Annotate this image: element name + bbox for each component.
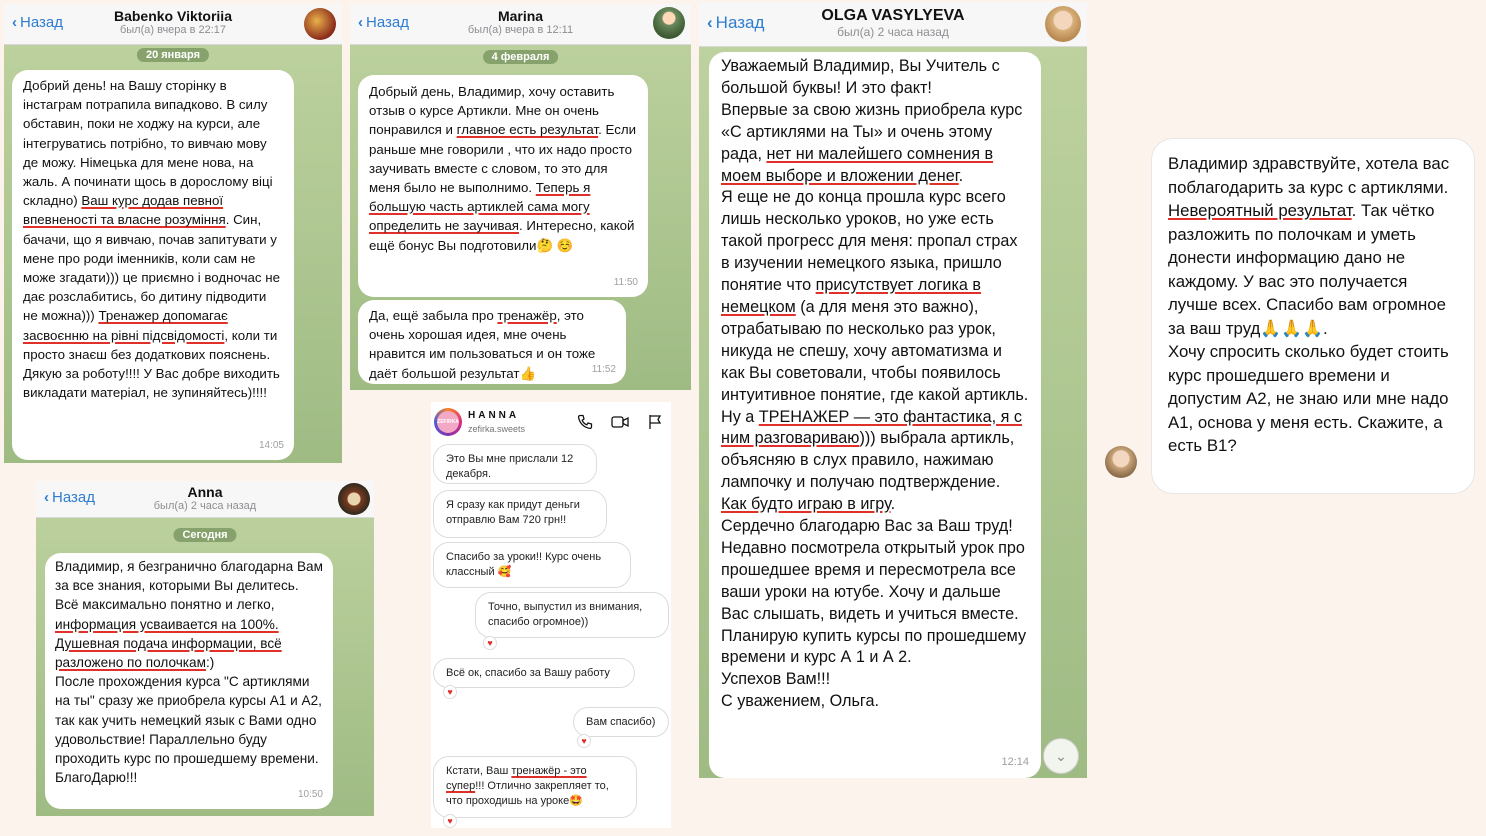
text-part: . Я еще не до конца прошла курс всего лишь несколько уроков, но уже есть такой прогресс для меня: пропал страх в изучении немецкого языка, пришло понятие что: [721, 166, 1018, 295]
flag-icon[interactable]: [648, 414, 662, 430]
text-part: Добрий день! на Вашу сторінку в інстаграм потрапила випадково. В силу обставин, поки не ходжу на курси, але інтегруватись потрібно, то вивчаю мову де можу. Німецька для мене нова, на жаль. А починати щось в дорослому віці складно): [23, 78, 273, 209]
highlight-text: информация усваивается на 100%. Душевная подача информации, всё разложено по полочкам: [55, 616, 282, 671]
message-bubble: [12, 70, 294, 460]
message-text: Я сразу как придут деньги отправлю Вам 720 грн!!: [446, 499, 580, 526]
message-text: [55, 559, 323, 785]
highlight-text: Ваш курс додав певної впевненості та власне розуміння: [23, 193, 226, 228]
chat-marina: [350, 4, 691, 390]
chat-olga: [699, 2, 1087, 778]
chat-header: [4, 4, 342, 45]
message-text: [446, 765, 609, 807]
text-part: Кстати, Ваш: [446, 765, 512, 777]
contact-handle: zefirka.sweets: [468, 424, 526, 434]
message-time: 10:50: [297, 788, 323, 800]
chat-header: [36, 481, 374, 518]
contact-name: HANNA: [468, 410, 520, 421]
text-part: Владимир, я безгранично благодарна Вам за все знания, которыми Вы делитесь. Всё максимально понятно и легко,: [55, 559, 323, 613]
date-chip: 4 февраля: [483, 50, 559, 64]
back-label: Назад: [52, 489, 95, 506]
avatar[interactable]: [304, 8, 336, 40]
highlight-text: главное есть результат: [456, 122, 599, 138]
chevron-left-icon: ‹: [44, 489, 49, 506]
chat-viktoriia: [4, 4, 342, 463]
back-label: Назад: [20, 14, 63, 31]
avatar[interactable]: [653, 7, 685, 39]
message-time: 14:05: [258, 439, 284, 451]
phone-icon[interactable]: [577, 414, 593, 430]
text-part: . Сердечно благодарю Вас за Ваш труд! Недавно посмотрела открытый урок про прошедшее время и пересмотрела все ваши уроки на ютубе. Хочу и дальше Вас слышать, видеть и учиться вместе. Планирую купить курсы по прошедшему времени и курс А 1 и А 2. Успехов Вам!!! С уважением, Ольга.: [721, 495, 1027, 711]
chevron-left-icon: ‹: [707, 13, 713, 32]
message-time: 11:50: [613, 276, 638, 288]
avatar[interactable]: [338, 483, 370, 515]
message-bubble: [433, 658, 635, 688]
chat-standalone: [1102, 136, 1479, 498]
highlight-text: Как будто играю в игру: [721, 495, 891, 514]
back-label: Назад: [366, 14, 409, 31]
message-text: [721, 57, 1028, 710]
text-part: , коли ти просто знаєш без додаткових пояснень. Дякую за роботу!!!! У Вас добре виходить викладати матеріал, не зупиняйтесь)!!!!: [23, 327, 280, 401]
heart-reaction-icon: ♥: [483, 636, 497, 650]
message-bubble: [1151, 138, 1475, 494]
message-text: Всё ок, спасибо за Вашу работу: [446, 667, 610, 679]
back-label: Назад: [715, 13, 765, 32]
chevron-left-icon: ‹: [358, 14, 363, 31]
chat-header: [350, 4, 691, 45]
ig-header: [431, 402, 671, 442]
text-part: ))) выбрала артикль, объясняю в слух правило, нажимаю лампочку и получаю подтверждение.: [721, 429, 1015, 492]
message-text: Это Вы мне прислали 12 декабря.: [446, 453, 574, 480]
message-bubble: [358, 300, 626, 384]
contact-status: был(а) 2 часа назад: [837, 25, 949, 39]
contact-name: OLGA VASYLYEVA: [821, 7, 965, 24]
instagram-chat: [431, 402, 671, 828]
contact-name: Anna: [187, 484, 223, 500]
scroll-down-button[interactable]: [1043, 738, 1079, 774]
highlight-text: Тренажер допомагає засвоєнню на рівні підсвідомості: [23, 308, 228, 343]
logo-text: ZEFIRKA: [437, 411, 459, 433]
message-time: 11:52: [591, 363, 616, 375]
text-part: . Син, бачачи, що я вивчаю, почав запитувати у мене про роди іменників, коли сам не може згадати))) це приємно і водночас не дає розслабитись, бо дитину підводити не можна))): [23, 212, 280, 324]
video-call-icon[interactable]: [611, 414, 629, 430]
avatar[interactable]: [434, 408, 462, 436]
heart-reaction-icon: ♥: [577, 734, 591, 748]
highlight-text: присутствует логика в немецком: [721, 276, 981, 316]
text-part: Добрый день, Владимир, хочу оставить отзыв о курсе Артикли. Мне он очень понравился и: [369, 84, 615, 138]
contact-name: Babenko Viktoriia: [113, 8, 232, 24]
message-time: 12:14: [1001, 756, 1029, 769]
contact-status: был(а) вчера в 12:11: [467, 24, 574, 36]
chat-anna: [36, 481, 374, 816]
message-text: [369, 84, 636, 253]
message-bubble: [433, 756, 637, 818]
text-part: , это очень хорошая идея, мне очень нравится им пользоваться и он тоже даёт большой результат👍: [369, 308, 596, 381]
highlight-text: тренажёр: [497, 308, 557, 323]
avatar[interactable]: [1045, 6, 1081, 42]
message-text: Спасибо за уроки!! Курс очень классный 🥰: [446, 551, 602, 578]
avatar: [1105, 446, 1137, 478]
text-part: :) После прохождения курса "С артиклями на ты" сразу же приобрела курсы А1 и А2, так как учить немецкий язык с Вами одно удовольствие! Параллельно буду проходить курс по прошедшему времени. БлагоДарю!!!: [55, 655, 322, 786]
message-bubble: [358, 75, 648, 297]
highlight-text: Теперь я большую часть артиклей сама могу определить не заучивая: [369, 180, 591, 234]
message-text: [369, 308, 595, 381]
text-part: . Если раньше мне говорили , что их надо просто заучивать вместе с словом, то это для меня было не выполнимо.: [369, 122, 637, 196]
message-text: Точно, выпустил из внимания, спасибо огромное)): [488, 601, 643, 628]
message-bubble: [433, 490, 607, 538]
highlight-text: тренажёр - это супер: [446, 765, 587, 792]
message-text: [23, 78, 280, 400]
text-part: Да, ещё забыла про: [369, 308, 498, 323]
text-part: Уважаемый Владимир, Вы Учитель с большой буквы! И это факт! Впервые за свою жизнь приобрела курс «С артиклями на Ты» и очень этому рада,: [721, 57, 1023, 163]
message-bubble: [433, 542, 631, 588]
message-text: [1168, 154, 1449, 455]
message-bubble: [475, 592, 669, 638]
text-part: !!! Отлично закрепляет то, что проходишь на уроке🤩: [446, 780, 609, 807]
contact-status: был(а) 2 часа назад: [153, 500, 257, 512]
heart-reaction-icon: ♥: [443, 814, 457, 828]
message-bubble: [709, 52, 1041, 778]
message-text: Вам спасибо): [586, 716, 656, 728]
chevron-left-icon: ‹: [12, 14, 17, 31]
highlight-text: нет ни малейшего сомнения в моем выборе и вложении денег: [721, 144, 994, 185]
chevron-down-icon: ⌄: [1055, 748, 1067, 764]
chat-header: [699, 2, 1087, 47]
date-chip: 20 января: [137, 48, 209, 62]
contact-status: был(а) вчера в 22:17: [119, 24, 227, 36]
message-bubble: [433, 444, 597, 484]
heart-reaction-icon: ♥: [443, 685, 457, 699]
date-chip: Сегодня: [173, 528, 236, 542]
text-part: . Так чётко разложить по полочкам и уметь донести информацию дано не каждому. У вас это получается лучше всех. Спасибо вам огромное за ваш труд🙏🙏🙏. Хочу спросить сколько будет стоить курс прошедшего времени и допустим А2, не знаю или мне надо А1, основа у меня есть. Скажите, а есть В1?: [1168, 201, 1449, 455]
highlight-text: ТРЕНАЖЕР — это фантастика, я с ним разговариваю: [721, 407, 1022, 448]
message-bubble: [45, 553, 333, 809]
text-part: (а для меня это важно), отрабатываю по несколько раз урок, никуда не спешу, хочу автоматизма и как Вы советовали, чтобы появилось интуитивное понятие, где какой артикль. Ну а: [721, 297, 1029, 426]
message-bubble: [573, 707, 669, 737]
contact-name: Marina: [497, 8, 544, 24]
text-part: . Интересно, какой ещё бонус Вы подготовили🤔 ☺️: [369, 218, 635, 253]
text-part: Владимир здравствуйте, хотела вас поблагодарить за курс с артиклями.: [1168, 154, 1450, 197]
highlight-text: Невероятный результат: [1168, 201, 1352, 220]
